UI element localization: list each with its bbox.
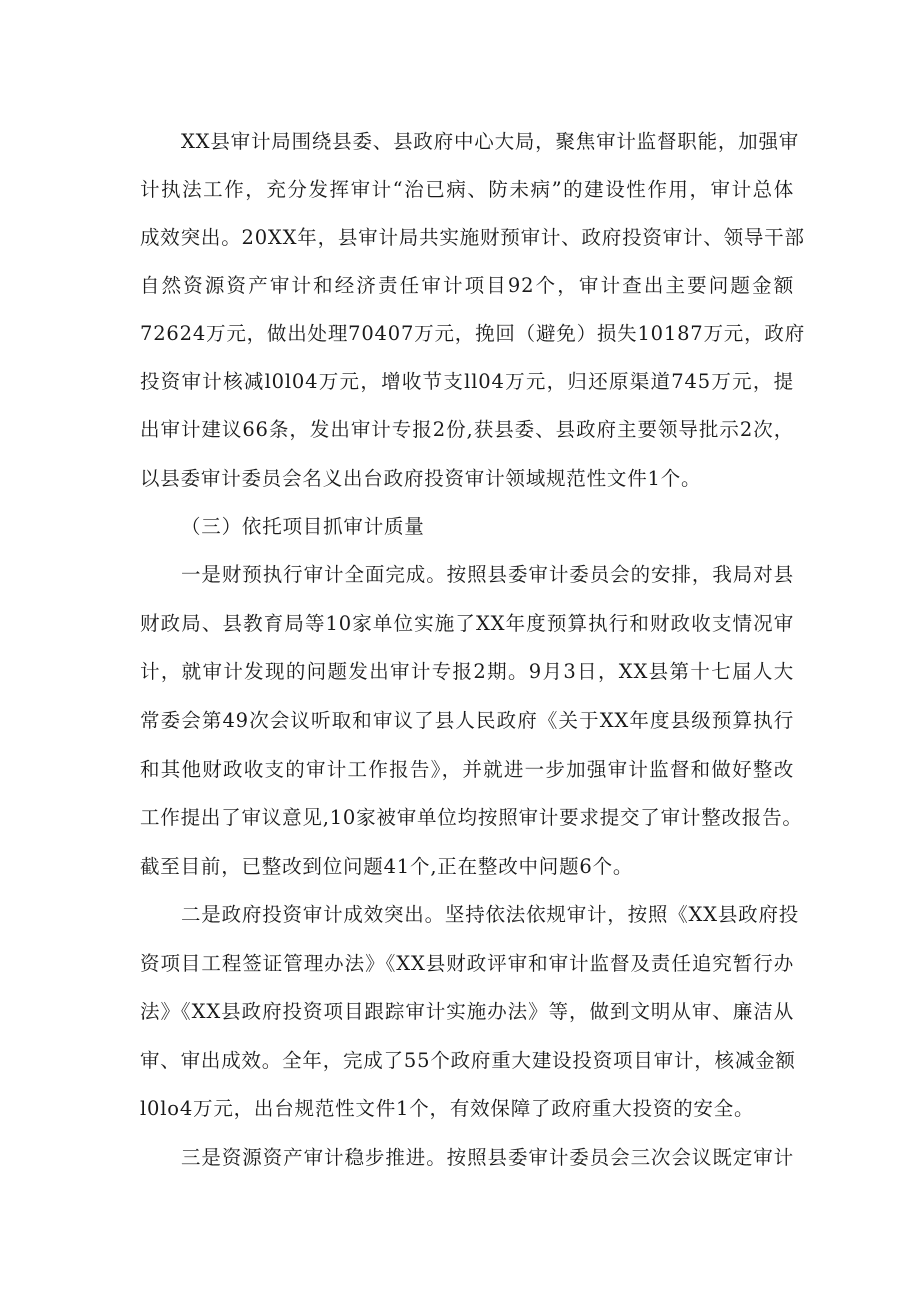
paragraph-4-line-1: 三是资源资产审计稳步推进。按照县委审计委员会三次会议既定审计 (181, 1146, 794, 1169)
paragraph-1-line-6: 投资审计核减l0l04万元，增收节支ll04万元，归还原渠道745万元，提 (140, 370, 794, 393)
paragraph-3-line-1: 二是政府投资审计成效突出。坚持依法依规审计，按照《XX县政府投 (181, 903, 800, 926)
section-heading: （三）依托项目抓审计质量 (181, 515, 425, 538)
paragraph-2-line-3: 计，就审计发现的问题发出审计专报2期。9月3日，XX县第十七届人大 (140, 660, 794, 683)
paragraph-1-line-8: 以县委审计委员会名义出台政府投资审计领域规范性文件1个。 (140, 467, 702, 490)
paragraph-1-line-5: 72624万元，做出处理70407万元，挽回（避免）损失10187万元，政府 (140, 322, 805, 345)
paragraph-1-line-2: 计执法工作，充分发挥审计“治已病、防未病”的建设性作用，审计总体 (140, 178, 794, 201)
paragraph-3-line-5: l0lo4万元，出台规范性文件1个，有效保障了政府重大投资的安全。 (140, 1097, 755, 1120)
paragraph-2-line-4: 常委会第49次会议听取和审议了县人民政府《关于XX年度县级预算执行 (140, 709, 794, 732)
paragraph-2-line-7: 截至目前，已整改到位问题41个,正在整改中问题6个。 (140, 855, 634, 878)
paragraph-1-line-4: 自然资源资产审计和经济责任审计项目92个，审计查出主要问题金额 (140, 274, 794, 297)
paragraph-2-line-5: 和其他财政收支的审计工作报告》，并就进一步加强审计监督和做好整改 (140, 758, 794, 781)
paragraph-2-line-6: 工作提出了审议意见,10家被审单位均按照审计要求提交了审计整改报告。 (140, 806, 803, 829)
paragraph-3-line-2: 资项目工程签证管理办法》《XX县财政评审和审计监督及责任追究暂行办 (140, 952, 794, 975)
paragraph-1-line-1: XX县审计局围绕县委、县政府中心大局，聚焦审计监督职能，加强审 (181, 130, 800, 153)
paragraph-1-line-3: 成效突出。20XX年，县审计局共实施财预审计、政府投资审计、领导干部 (140, 226, 805, 249)
paragraph-3-line-4: 审、审出成效。全年，完成了55个政府重大建设投资项目审计，核减金额 (140, 1049, 796, 1072)
paragraph-2-line-2: 财政局、县教育局等10家单位实施了XX年度预算执行和财政收支情况审 (140, 612, 794, 635)
paragraph-1-line-7: 出审计建议66条，发出审计专报2份,获县委、县政府主要领导批示2次， (140, 418, 794, 441)
paragraph-2-line-1: 一是财预执行审计全面完成。按照县委审计委员会的安排，我局对县 (181, 563, 794, 586)
paragraph-3-line-3: 法》《XX县政府投资项目跟踪审计实施办法》等，做到文明从审、廉洁从 (140, 1000, 794, 1023)
